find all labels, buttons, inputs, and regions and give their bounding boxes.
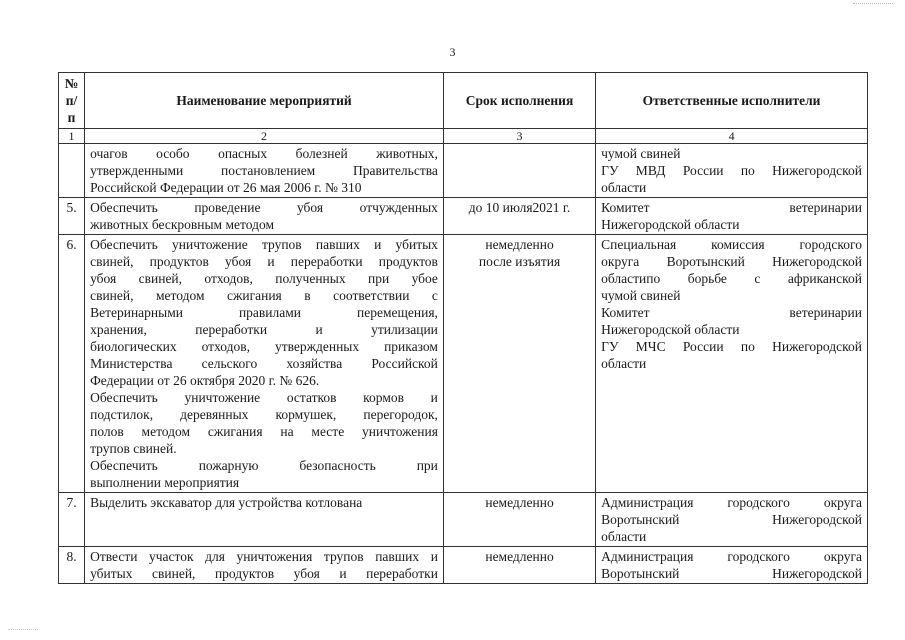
text-line: Министерства сельского хозяйства Российской: [90, 356, 438, 371]
text-line: области: [601, 529, 647, 544]
deadline-line: после изъятия: [478, 254, 561, 269]
table-row: [59, 547, 868, 584]
responsible: [596, 144, 868, 198]
text-line: Администрация городского округа: [601, 495, 862, 510]
page-number: 3: [449, 45, 456, 59]
text-line: свиней, продуктов убоя и переработки продуктов: [90, 254, 438, 269]
text-line: Отвести участок для уничтожения трупов павших и: [90, 549, 438, 564]
text-line: области: [601, 180, 647, 195]
measure-text: [85, 493, 444, 547]
text-line: хранения, переработки и утилизации: [90, 322, 438, 337]
header-name: Наименование мероприятий: [85, 73, 444, 129]
row-number: 6.: [59, 235, 85, 493]
text-line: чумой свиней: [601, 146, 681, 161]
text-line: Нижегородской области: [601, 322, 740, 337]
table-row: [59, 235, 868, 493]
text-line: выполнении мероприятия: [90, 475, 240, 490]
scan-artifact: [853, 3, 893, 6]
deadline: немедленно: [443, 547, 595, 584]
text-line: утвержденными постановлением Правительства: [90, 163, 438, 178]
responsible: [596, 198, 868, 235]
measure-text: [85, 198, 444, 235]
text-line: Нижегородской области: [601, 217, 740, 232]
row-number: 8.: [59, 547, 85, 584]
responsible: [596, 547, 868, 584]
table-row: [59, 493, 868, 547]
text-line: Обеспечить уничтожение остатков кормов и: [90, 390, 438, 405]
text-line: Обеспечить уничтожение трупов павших и убитых: [90, 237, 438, 252]
text-line: Выделить экскаватор для устройства котлована: [90, 495, 363, 510]
text-line: Ветеринарными правилами перемещения,: [90, 305, 438, 320]
text-line: ГУ МЧС России по Нижегородской: [601, 339, 862, 354]
deadline: до 10 июля2021 г.: [443, 198, 595, 235]
responsible: [596, 493, 868, 547]
deadline: немедленно: [443, 493, 595, 547]
column-index: 1: [59, 129, 85, 144]
text-line: Воротынский Нижегородской: [601, 512, 862, 527]
text-line: области: [601, 356, 647, 371]
text-line: биологических отходов, утвержденных приказом: [90, 339, 438, 354]
header-num: № п/п: [59, 73, 85, 129]
deadline-line: немедленно: [485, 237, 554, 252]
column-index-row: [59, 129, 868, 144]
header-resp: Ответственные исполнители: [596, 73, 868, 129]
measure-text: [85, 235, 444, 493]
table-row: [59, 198, 868, 235]
text-line: областипо борьбе с африканской: [601, 271, 862, 286]
column-index: 4: [596, 129, 868, 144]
measure-text: [85, 144, 444, 198]
measures-table: [58, 72, 868, 584]
text-line: округа Воротынский Нижегородской: [601, 254, 862, 269]
text-line: убитых свиней, продуктов убоя и переработки: [90, 566, 438, 581]
row-number: 5.: [59, 198, 85, 235]
responsible: [596, 235, 868, 493]
deadline: [443, 235, 595, 493]
text-line: чумой свиней: [601, 288, 681, 303]
scan-artifact: [8, 629, 38, 632]
text-line: Комитет ветеринарии: [601, 200, 862, 215]
text-line: убоя свиней, отходов, полученных при убое: [90, 271, 438, 286]
text-line: Воротынский Нижегородской: [601, 566, 862, 581]
column-index: 3: [443, 129, 595, 144]
deadline: [443, 144, 595, 198]
text-line: животных бескровным методом: [90, 217, 274, 232]
text-line: подстилок, деревянных кормушек, перегородок,: [90, 407, 438, 422]
table-row: [59, 144, 868, 198]
text-line: Обеспечить проведение убоя отчужденных: [90, 200, 438, 215]
text-line: Администрация городского округа: [601, 549, 862, 564]
text-line: Федерации от 26 октября 2020 г. № 626.: [90, 373, 320, 388]
header-date: Срок исполнения: [443, 73, 595, 129]
text-line: ГУ МВД России по Нижегородской: [601, 163, 862, 178]
row-number: 7.: [59, 493, 85, 547]
row-number: [59, 144, 85, 198]
text-line: Обеспечить пожарную безопасность при: [90, 458, 438, 473]
column-index: 2: [85, 129, 444, 144]
text-line: трупов свиней.: [90, 441, 177, 456]
table-header-row: [59, 73, 868, 129]
text-line: Специальная комиссия городского: [601, 237, 862, 252]
text-line: свиней, методом сжигания в соответствии с: [90, 288, 438, 303]
text-line: Комитет ветеринарии: [601, 305, 862, 320]
measure-text: [85, 547, 444, 584]
text-line: Российской Федерации от 26 мая 2006 г. № 310: [90, 180, 362, 195]
text-line: очагов особо опасных болезней животных,: [90, 146, 438, 161]
text-line: полов методом сжигания на месте уничтожения: [90, 424, 438, 439]
